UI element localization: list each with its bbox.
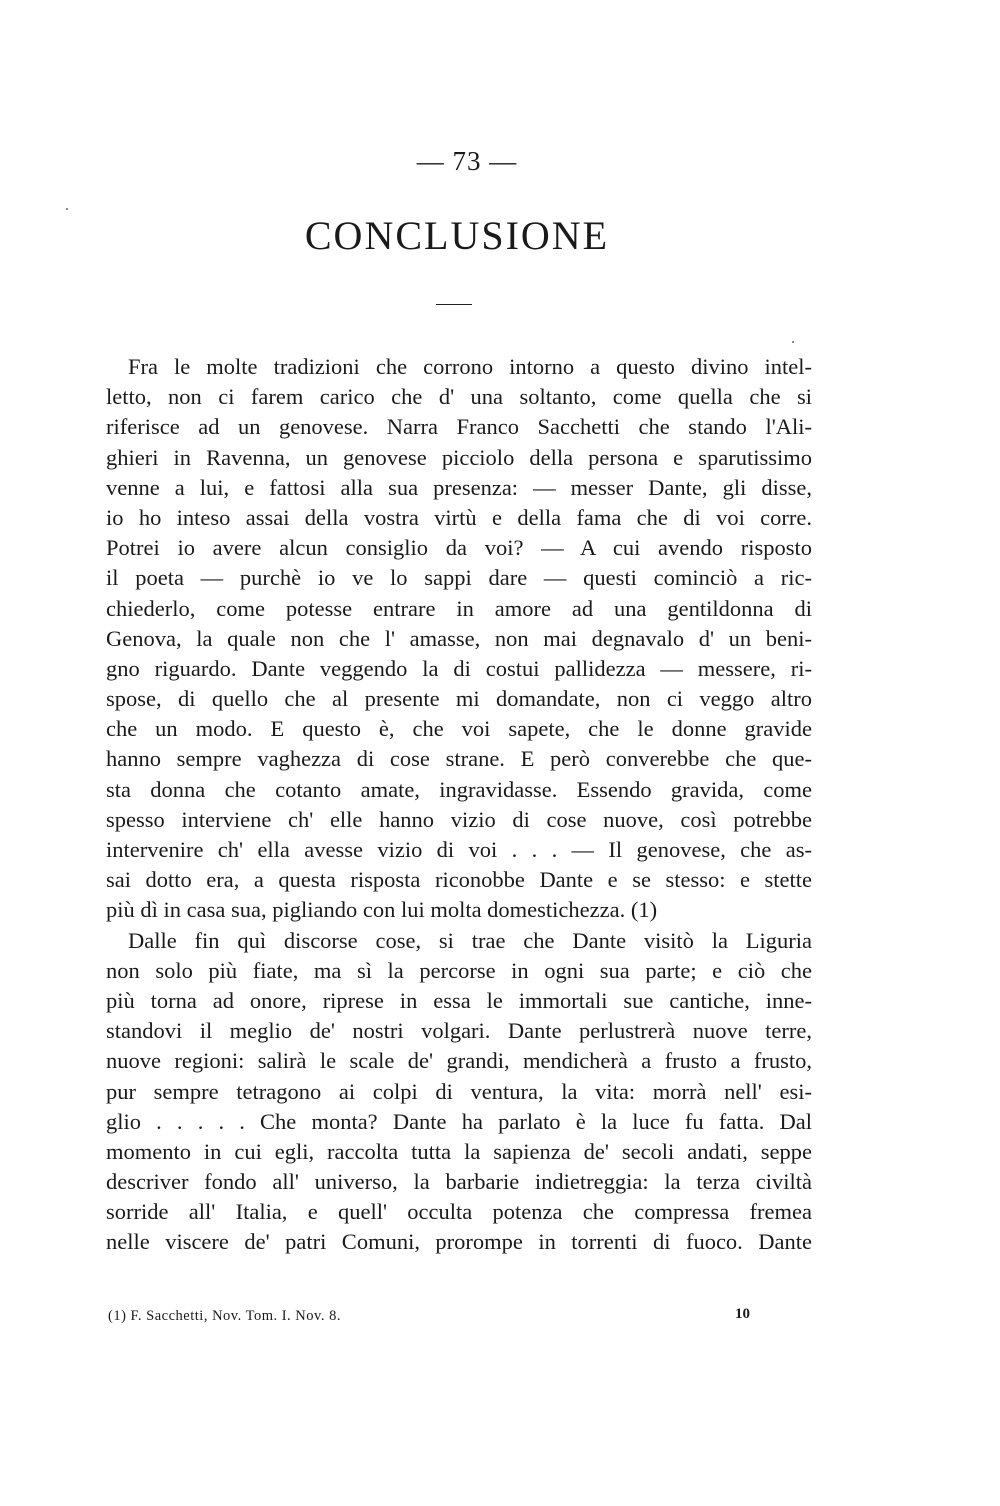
margin-speck — [792, 341, 794, 343]
text-line: Potrei io avere alcun consiglio da voi? — A cui avendo risposto — [106, 535, 812, 561]
text-line: sorride all' Italia, e quell' occulta potenza che compressa fremea — [106, 1199, 812, 1225]
margin-speck — [66, 208, 68, 210]
text-line: il poeta — purchè io ve lo sappi dare — questi cominciò a ric- — [106, 565, 812, 591]
signature-mark: 10 — [735, 1306, 750, 1322]
text-line: venne a lui, e fattosi alla sua presenza: — messer Dante, gli disse, — [106, 474, 812, 500]
text-line: che un modo. E questo è, che voi sapete, che le donne gravide — [106, 716, 812, 742]
text-line: letto, non ci farem carico che d' una soltanto, come quella che si — [106, 384, 812, 410]
chapter-title: CONCLUSIONE — [304, 213, 610, 258]
text-line: Genova, la quale non che l' amasse, non mai degnavalo d' un beni- — [106, 625, 812, 651]
page-number: — 73 — — [416, 146, 518, 176]
title-rule — [436, 304, 472, 305]
text-line: Dalle fin quì discorse cose, si trae che Dante visitò la Liguria — [128, 927, 812, 953]
text-line: sta donna che cotanto amate, ingravidasse. Essendo gravida, come — [106, 776, 812, 802]
text-line: pur sempre tetragono ai colpi di ventura, la vita: morrà nell' esi- — [106, 1078, 812, 1104]
text-line: più dì in casa sua, pigliando con lui molta domestichezza. (1) — [106, 897, 658, 923]
text-line: glio . . . . . Che monta? Dante ha parlato è la luce fu fatta. Dal — [106, 1108, 812, 1134]
text-line: nuove regioni: salirà le scale de' grandi, mendicherà a frusto a frusto, — [106, 1048, 812, 1074]
text-line: standovi il meglio de' nostri volgari. Dante perlustrerà nuove terre, — [106, 1018, 812, 1044]
footnote: (1) F. Sacchetti, Nov. Tom. I. Nov. 8. — [108, 1308, 341, 1324]
text-line: descriver fondo all' universo, la barbarie indietreggia: la terza civiltà — [106, 1169, 812, 1195]
text-line: più torna ad onore, riprese in essa le immortali sue cantiche, inne- — [106, 987, 812, 1013]
text-line: chiederlo, come potesse entrare in amore ad una gentildonna di — [106, 595, 812, 621]
text-line: io ho inteso assai della vostra virtù e della fama che di voi corre. — [106, 504, 812, 530]
text-line: hanno sempre vaghezza di cose strane. E però converebbe che que- — [106, 746, 812, 772]
text-line: momento in cui egli, raccolta tutta la sapienza de' secoli andati, seppe — [106, 1138, 812, 1164]
text-line: spesso interviene ch' elle hanno vizio di cose nuove, così potrebbe — [106, 806, 812, 832]
text-line: Fra le molte tradizioni che corrono intorno a questo divino intel- — [128, 354, 812, 379]
text-line: intervenire ch' ella avesse vizio di voi . . . — Il genovese, che as- — [106, 837, 812, 862]
text-line: nelle viscere de' patri Comuni, prorompe in torrenti di fuoco. Dante — [106, 1229, 812, 1255]
text-line: sai dotto era, a questa risposta riconobbe Dante e se stesso: e stette — [106, 867, 812, 893]
text-line: ghieri in Ravenna, un genovese picciolo della persona e sparutissimo — [106, 444, 812, 470]
body-text — [106, 352, 812, 1258]
text-line: riferisce ad un genovese. Narra Franco Sacchetti che stando l'Ali- — [106, 414, 812, 440]
text-line: spose, di quello che al presente mi domandate, non ci veggo altro — [106, 686, 812, 712]
text-line: gno riguardo. Dante veggendo la di costui pallidezza — messere, ri- — [106, 655, 812, 681]
text-line: non solo più fiate, ma sì la percorse in ogni sua parte; e ciò che — [106, 957, 812, 983]
